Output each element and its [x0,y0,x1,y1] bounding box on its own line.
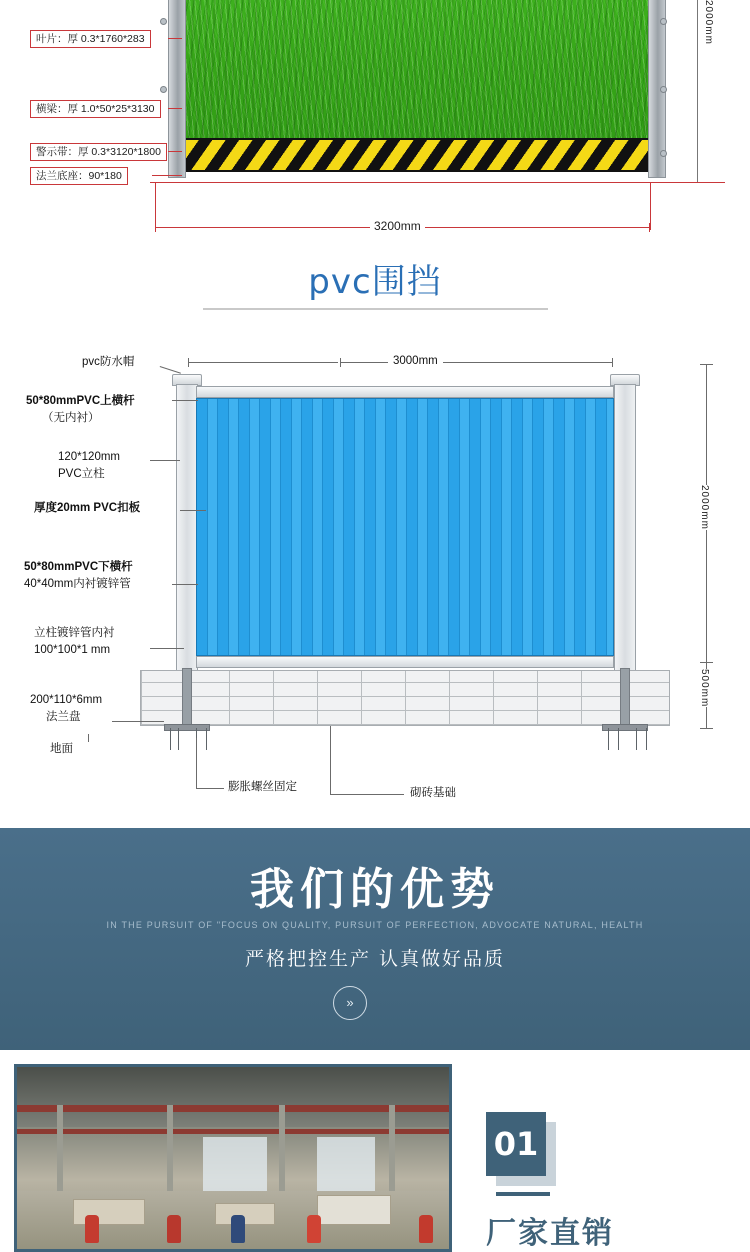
label-liner-line1: 立柱镀锌管内衬 [34,627,115,639]
dim-tick [650,182,651,230]
pvc-post-right [614,384,636,684]
advantages-banner [0,828,750,1050]
label-bottom-rail-line2: 40*40mm内衬镀锌管 [24,578,131,590]
pvc-fence-diagram [0,338,750,828]
photo-worker [307,1215,321,1243]
label-top-rail-line1: 50*80mmPVC上横杆 [26,395,135,407]
ground-line [150,182,725,183]
turf-fence-diagram [0,0,750,246]
galvanized-liner-left [182,668,192,726]
leader-line [168,108,182,109]
turf-width-dim-label: 3200mm [370,219,425,233]
bolt-icon [660,150,667,157]
leader-line [180,510,206,511]
bolt-icon [160,86,167,93]
pvc-bottom-rail [196,656,614,668]
photo-worker [419,1215,433,1243]
leader-line [160,366,181,374]
anchor-bolt [608,728,609,750]
photo-material-stack [73,1199,145,1225]
dim-tick [700,364,713,365]
dim-tick [700,728,713,729]
factory-direct-heading: 厂家直销 [486,1216,614,1251]
turf-height-dim-label: 2000mm [703,0,714,45]
advantages-title: 我们的优势 [250,864,500,915]
label-flange-line2: 法兰盘 [46,711,81,723]
photo-pillar [389,1105,395,1201]
anchor-bolt [178,728,179,750]
leader-line [172,584,198,585]
photo-worker [231,1215,245,1243]
callout-crossbeam: 横梁：厚 1.0*50*25*3130 [30,100,161,118]
pvc-post-left [176,384,198,684]
label-board: 厚度20mm PVC扣板 [34,502,141,514]
photo-pillar [57,1105,63,1201]
label-brick-foundation: 砌砖基础 [410,787,456,799]
photo-material-stack [215,1203,275,1225]
leader-line [88,734,89,742]
leader-line [196,788,224,789]
leader-line [330,726,331,794]
top-dim-line [188,362,338,363]
top-dim-line [340,362,580,363]
callout-warning-tape: 警示带：厚 0.3*3120*1800 [30,143,167,161]
photo-pillar [167,1105,173,1201]
dim-tick [612,358,613,367]
leader-line [168,151,182,152]
chevron-down-icon[interactable]: » [333,986,367,1020]
callout-flange-base: 法兰底座：90*180 [30,167,128,185]
dim-tick [697,0,698,182]
page-title: pvc围挡 [308,262,442,302]
pvc-top-rail [196,386,614,398]
top-dim-line [580,362,612,363]
title-underline [203,308,548,310]
anchor-bolt [646,728,647,750]
label-anchor-bolt: 膨胀螺丝固定 [228,781,297,793]
photo-roof [17,1067,449,1127]
bolt-icon [660,18,667,25]
photo-beam [17,1129,452,1134]
photo-pillar [279,1105,285,1201]
photo-beam [17,1105,452,1112]
callout-blade: 叶片：厚 0.3*1760*283 [30,30,151,48]
factory-photo [14,1064,452,1252]
leader-line [168,38,182,39]
leader-line [150,648,184,649]
photo-window [317,1137,375,1195]
bolt-icon [660,86,667,93]
photo-window [203,1137,267,1197]
advantages-english-tagline: IN THE PURSUIT OF "FOCUS ON QUALITY, PURSUIT OF PERFECTION, ADVOCATE NATURAL, HEALTH [106,920,644,930]
anchor-bolt [206,728,207,750]
photo-worker [85,1215,99,1243]
hazard-warning-band [172,138,650,172]
photo-material-stack [317,1195,391,1225]
pvc-title-section [0,246,750,338]
pvc-base-dim-label: 500mm [699,669,710,708]
galvanized-liner-right [620,668,630,726]
bolt-icon [160,18,167,25]
anchor-bolt [170,728,171,750]
pvc-blue-panel [196,398,614,656]
pvc-top-dim-label: 3000mm [388,354,443,368]
anchor-bolt [636,728,637,750]
leader-line [150,460,180,461]
label-flange-line1: 200*110*6mm [30,694,103,706]
brick-foundation [140,670,670,726]
anchor-bolt [618,728,619,750]
label-post-line2: PVC立柱 [58,468,105,480]
label-ground: 地面 [50,743,73,755]
leader-line [112,721,164,722]
factory-photo-section [0,1050,750,1252]
pvc-height-dim-label: 2000mm [699,485,710,530]
section-number-badge: 01 [486,1112,546,1176]
label-pvc-cap: pvc防水帽 [82,356,135,368]
label-liner-line2: 100*100*1 mm [34,644,111,656]
label-top-rail-line2: （无内衬） [42,412,100,424]
leader-line [172,400,198,401]
advantages-subtitle: 严格把控生产 认真做好品质 [244,948,506,970]
label-bottom-rail-line1: 50*80mmPVC下横杆 [24,561,133,573]
dim-tick [188,358,189,367]
number-underline [496,1192,550,1196]
label-post-line1: 120*120mm [58,451,121,463]
photo-worker [167,1215,181,1243]
dim-tick [340,358,341,367]
leader-line [152,175,182,176]
leader-line [330,794,404,795]
leader-line [196,738,197,788]
